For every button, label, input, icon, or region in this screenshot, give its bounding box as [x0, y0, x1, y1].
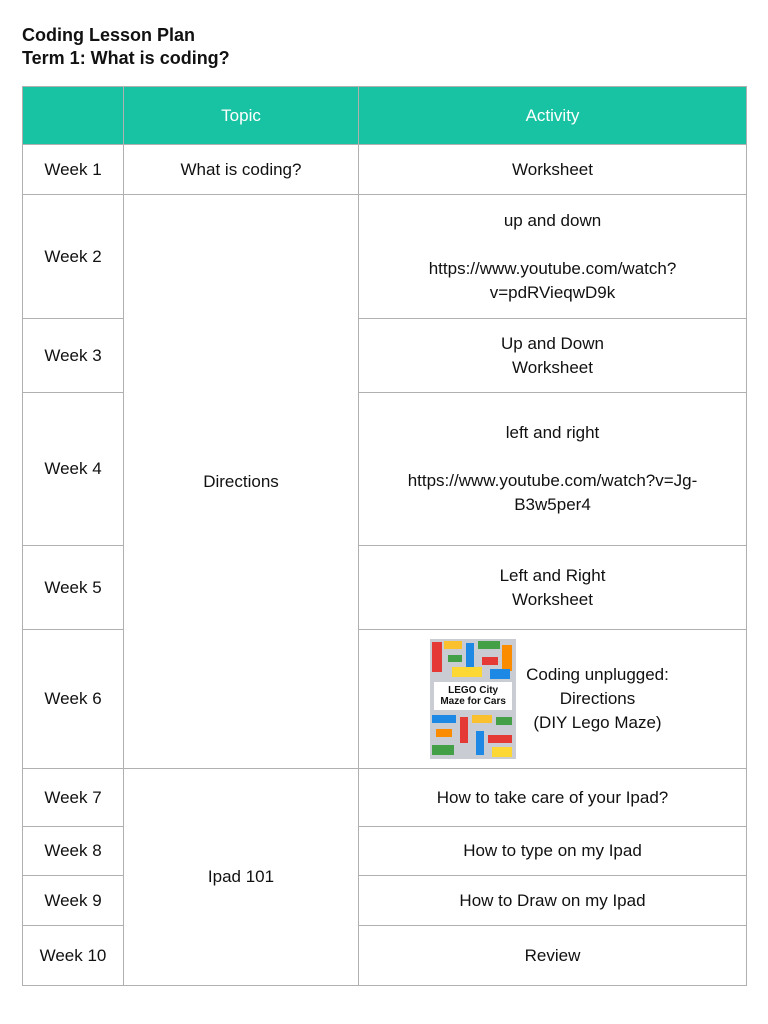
header-activity: Activity	[359, 87, 747, 145]
activity-line: Coding unplugged:	[526, 665, 669, 684]
activity-line: Up and Down	[500, 333, 604, 353]
activity-line: up and down	[503, 210, 602, 230]
activity-link[interactable]: https://www.youtube.com/watch?	[428, 258, 677, 278]
document-header	[22, 24, 230, 70]
activity-link[interactable]: B3w5per4	[514, 495, 591, 514]
header-topic: Topic	[124, 87, 359, 145]
activity-spacer	[369, 445, 736, 469]
header-week	[23, 87, 124, 145]
activity-line: Worksheet	[512, 357, 593, 377]
activity-spacer	[369, 233, 736, 257]
activity-cell	[359, 393, 747, 546]
activity-line: Directions	[559, 689, 636, 708]
activity-line: Review	[524, 945, 581, 965]
week-cell: Week 3	[23, 319, 124, 393]
activity-cell	[359, 145, 747, 195]
topic-cell: Ipad 101	[124, 769, 359, 986]
week-cell: Week 5	[23, 546, 124, 630]
lego-caption-line: Maze for Cars	[440, 696, 506, 707]
topic-cell: What is coding?	[124, 145, 359, 195]
activity-line: How to type on my Ipad	[463, 841, 642, 860]
activity-link[interactable]: https://www.youtube.com/watch?v=Jg-	[407, 471, 698, 490]
activity-line: Left and Right	[499, 565, 606, 585]
activity-cell	[359, 769, 747, 827]
activity-line: Worksheet	[512, 589, 593, 609]
lego-maze-image	[430, 639, 516, 759]
activity-link[interactable]: v=pdRVieqwD9k	[489, 282, 616, 302]
table-row	[23, 195, 747, 319]
activity-cell	[359, 319, 747, 393]
week-cell: Week 9	[23, 876, 124, 926]
activity-cell	[359, 195, 747, 319]
activity-line: Worksheet	[512, 159, 593, 179]
lego-image-caption	[434, 682, 512, 710]
activity-cell	[359, 876, 747, 926]
activity-line: left and right	[505, 423, 600, 442]
activity-line: How to take care of your Ipad?	[436, 787, 669, 807]
activity-cell	[359, 546, 747, 630]
week-cell: Week 1	[23, 145, 124, 195]
table-header-row	[23, 87, 747, 145]
table-row	[23, 145, 747, 195]
activity-line: (DIY Lego Maze)	[533, 713, 662, 732]
document-title: Coding Lesson Plan	[22, 25, 196, 45]
activity-cell	[359, 827, 747, 876]
activity-line: How to Draw on my Ipad	[459, 890, 646, 910]
week-cell: Week 4	[23, 393, 124, 546]
topic-cell: Directions	[124, 195, 359, 769]
week-cell: Week 6	[23, 630, 124, 769]
activity-cell	[359, 926, 747, 986]
lego-caption-line: LEGO City	[448, 685, 499, 696]
table-row	[23, 769, 747, 827]
lesson-plan-table	[22, 86, 747, 986]
week-cell: Week 8	[23, 827, 124, 876]
week-cell: Week 7	[23, 769, 124, 827]
week-cell: Week 2	[23, 195, 124, 319]
week-cell: Week 10	[23, 926, 124, 986]
activity-cell	[359, 630, 747, 769]
document-subtitle: Term 1: What is coding?	[22, 48, 230, 68]
